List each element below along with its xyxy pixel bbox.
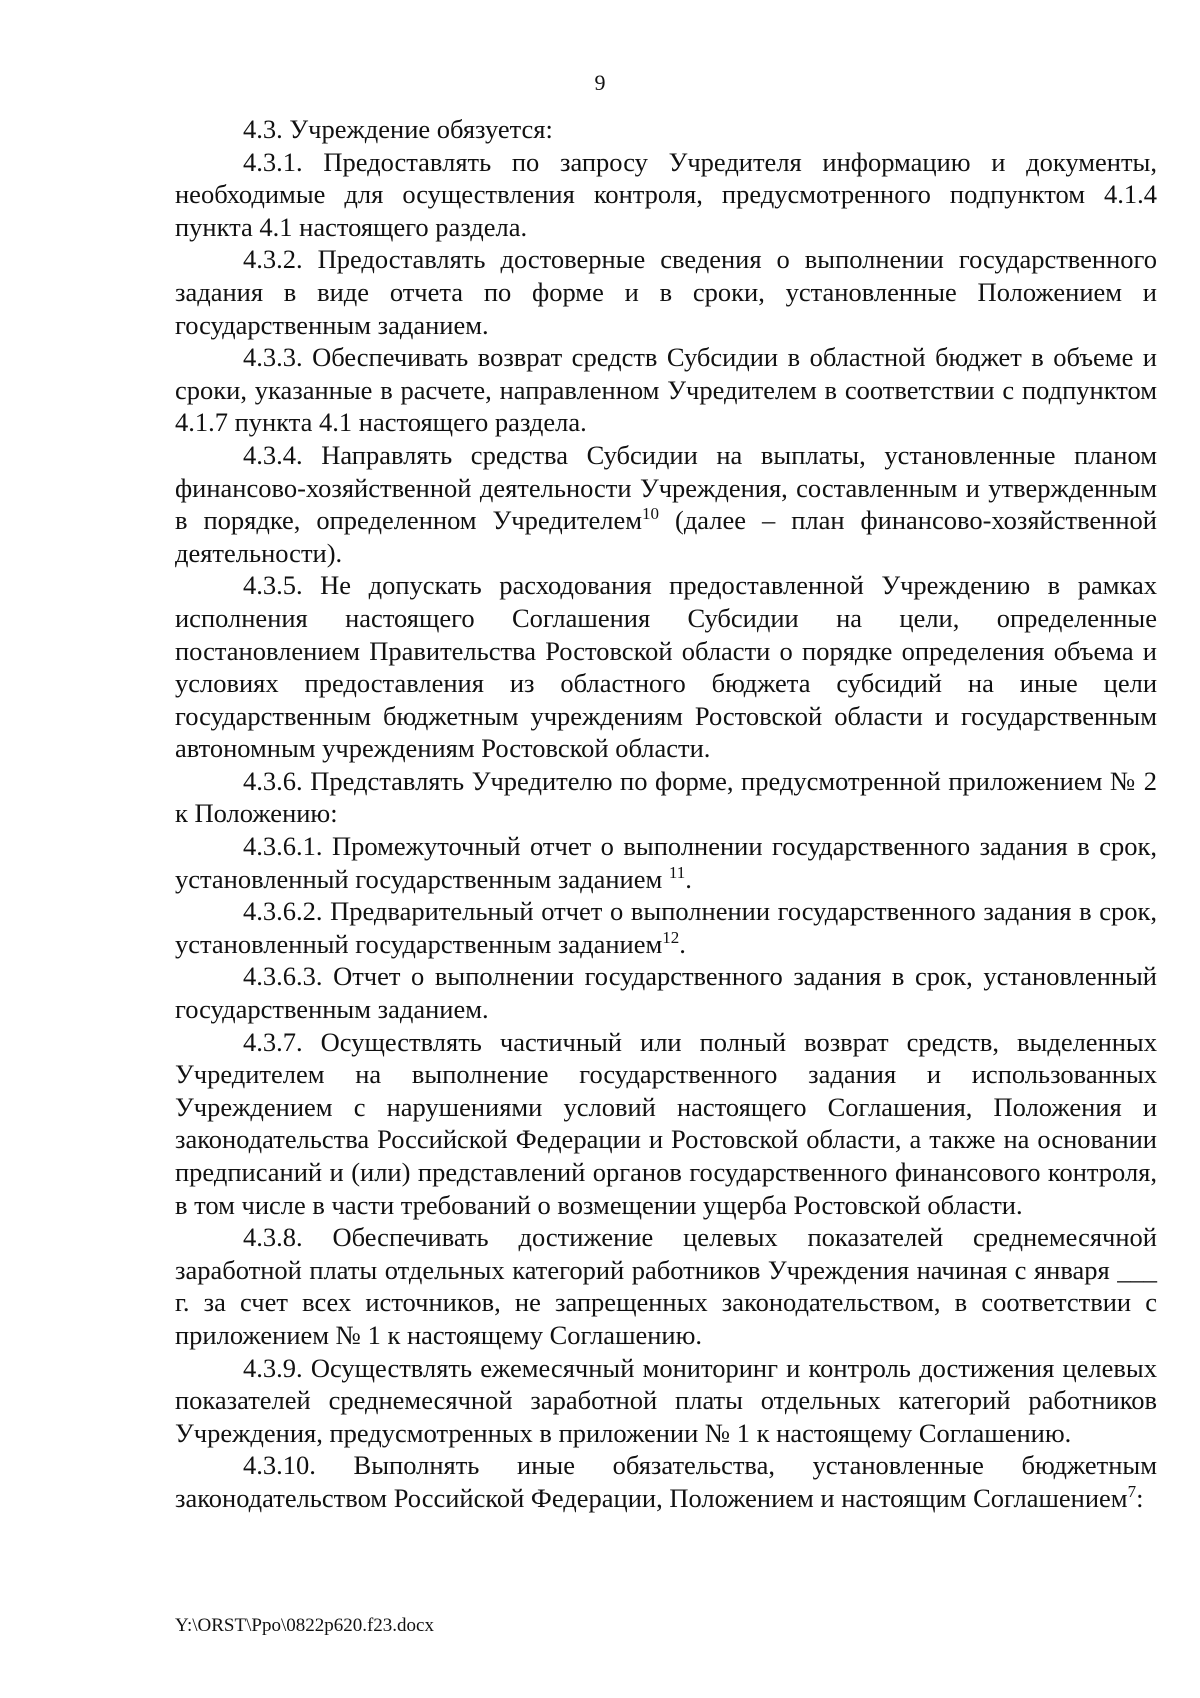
paragraph-text: 4.3.2. Предоставлять достоверные сведения о выполнении государственного задания в виде отчета по форме и в сроки, установленные Положением и государственным заданием. [175,244,1157,340]
paragraph-4-3 [175,113,1157,146]
paragraph-4-3-9 [175,1352,1157,1450]
paragraph-text: 4.3.6. Представлять Учредителю по форме, предусмотренной приложением № 2 к Положению: [175,765,1157,829]
paragraph-text: 4.3.10. Выполнять иные обязательства, установленные бюджетным законодательством Российской Федерации, Положением и настоящим Соглашением [175,1450,1157,1513]
paragraph-text-tail: : [1136,1482,1144,1513]
document-body [175,113,1157,1515]
paragraph-4-3-10 [175,1449,1157,1514]
paragraph-4-3-3 [175,341,1157,439]
paragraph-text: 4.3.9. Осуществлять ежемесячный мониторинг и контроль достижения целевых показателей среднемесячной заработной платы отдельных категорий работников Учреждения, предусмотренных в приложении № 1 к настоящему Соглашению. [175,1352,1157,1448]
footnote-ref: 10 [642,504,660,524]
paragraph-4-3-4 [175,439,1157,569]
paragraph-text: 4.3.6.1. Промежуточный отчет о выполнении государственного задания в срок, установленный государственным заданием [175,831,1157,894]
paragraph-4-3-1 [175,146,1157,244]
paragraph-4-3-6 [175,765,1157,830]
paragraph-4-3-6-2 [175,895,1157,960]
paragraph-4-3-6-3 [175,960,1157,1025]
paragraph-text-tail: . [685,863,692,894]
paragraph-text: 4.3.7. Осуществлять частичный или полный возврат средств, выделенных Учредителем на выполнение государственного задания и использованных Учреждением с нарушениями условий настоящего Соглашения, Положения и законодательства Российской Федерации и Ростовской области, а также на основании предписаний и (или) представлений органов государственного финансового контроля, в том числе в части требований о возмещении ущерба Ростовской области. [175,1026,1157,1220]
paragraph-text: 4.3.8. Обеспечивать достижение целевых показателей среднемесячной заработной платы отдельных категорий работников Учреждения начиная с января ___ г. за счет всех источников, не запрещенных законодательством, в соответствии с приложением № 1 к настоящему Соглашению. [175,1222,1157,1350]
paragraph-text-tail: (далее – план финансово-хозяйственной деятельности). [175,505,1157,568]
paragraph-text: 4.3.1. Предоставлять по запросу Учредителя информацию и документы, необходимые для осуществления контроля, предусмотренного подпунктом 4.1.4 пункта 4.1 настоящего раздела. [175,146,1157,242]
paragraph-text: 4.3.5. Не допускать расходования предоставленной Учреждению в рамках исполнения настоящего Соглашения Субсидии на цели, определенные постановлением Правительства Ростовской области о порядке определения объема и условиях предоставления из областного бюджета субсидий на иные цели государственным бюджетным учреждениям Ростовской области и государственным автономным учреждениям Ростовской области. [175,570,1157,764]
footnote-ref: 12 [662,928,680,948]
paragraph-text: 4.3.3. Обеспечивать возврат средств Субсидии в областной бюджет в объеме и сроки, указанные в расчете, направленном Учредителем в соответствии с подпунктом 4.1.7 пункта 4.1 настоящего раздела. [175,342,1157,438]
page-number: 9 [594,70,606,95]
paragraph-4-3-2 [175,243,1157,341]
paragraph-4-3-7 [175,1026,1157,1222]
paragraph-4-3-5 [175,569,1157,765]
footnote-ref: 7 [1127,1482,1137,1502]
paragraph-text: 4.3.6.3. Отчет о выполнении государственного задания в срок, установленный государственным заданием. [175,961,1157,1025]
paragraph-text: 4.3.4. Направлять средства Субсидии на выплаты, установленные планом финансово-хозяйственной деятельности Учреждения, составленным и утвержденным в порядке, определенном Учредителем [175,439,1157,536]
paragraph-4-3-8 [175,1221,1157,1351]
paragraph-text-tail: . [679,928,686,959]
footnote-ref: 11 [668,862,686,882]
paragraph-4-3-6-1 [175,830,1157,895]
paragraph-text: 4.3.6.2. Предварительный отчет о выполнении государственного задания в срок, установленный государственным заданием [175,896,1157,959]
file-path-footer: Y:\ORST\Ppo\0822p620.f23.docx [175,1615,434,1636]
paragraph-text: 4.3. Учреждение обязуется: [243,114,553,144]
